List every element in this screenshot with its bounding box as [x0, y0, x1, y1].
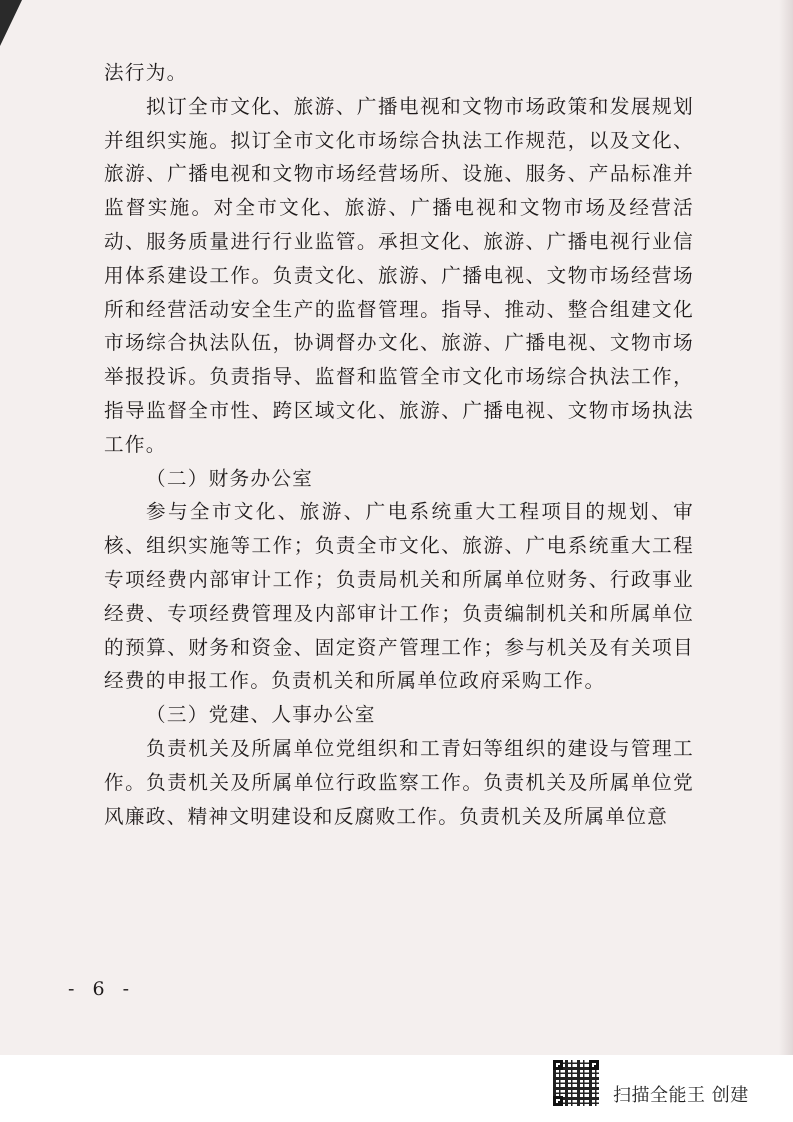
paragraph-market-regulation: 拟订全市文化、旅游、广播电视和文物市场政策和发展规划并组织实施。拟订全市文化市场综合执法工作规范，以及文化、旅游、广播电视和文物市场经营场所、设施、服务、产品标准并监督实施。对全市文化、旅游、广播电视和文物市场及经营活动、服务质量进行行业监管。承担文化、旅游、广播电视行业信用体系建设工作。负责文化、旅游、广播电视、文物市场经营场所和经营活动安全生产的监督管理。指导、推动、整合组建文化市场综合执法队伍，协调督办文化、旅游、广播电视、文物市场举报投诉。负责指导、监督和监管全市文化市场综合执法工作，指导监督全市性、跨区域文化、旅游、广播电视、文物市场执法工作。	[104, 94, 694, 456]
scanner-brand-label: 扫描全能王 创建	[613, 1085, 749, 1106]
section-heading-finance-office: （二）财务办公室	[146, 466, 314, 490]
qr-finder-bottom-left	[553, 1096, 563, 1106]
paragraph-continuation: 法行为。	[104, 61, 188, 84]
qr-finder-top-right	[589, 1060, 599, 1070]
document-body	[104, 56, 694, 833]
section-heading-party-personnel-office: （三）党建、人事办公室	[146, 703, 376, 727]
qr-finder-top-left	[553, 1060, 563, 1070]
paragraph-party-personnel-office: 负责机关及所属单位党组织和工青妇等组织的建设与管理工作。负责机关及所属单位行政监察工作。负责机关及所属单位党风廉政、精神文明建设和反腐败工作。负责机关及所属单位意	[104, 736, 694, 828]
paragraph-finance-office: 参与全市文化、旅游、广电系统重大工程项目的规划、审核、组织实施等工作；负责全市文化、旅游、广电系统重大工程专项经费内部审计工作；负责局机关和所属单位财务、行政事业经费、专项经费管理及内部审计工作；负责编制机关和所属单位的预算、财务和资金、固定资产管理工作；参与机关及有关项目经费的申报工作。负责机关和所属单位政府采购工作。	[104, 500, 694, 693]
qr-code-icon	[553, 1060, 599, 1106]
page-number: - 6 -	[68, 978, 136, 1000]
folded-corner-shadow	[0, 0, 22, 46]
page-edge-shadow	[779, 0, 793, 1055]
